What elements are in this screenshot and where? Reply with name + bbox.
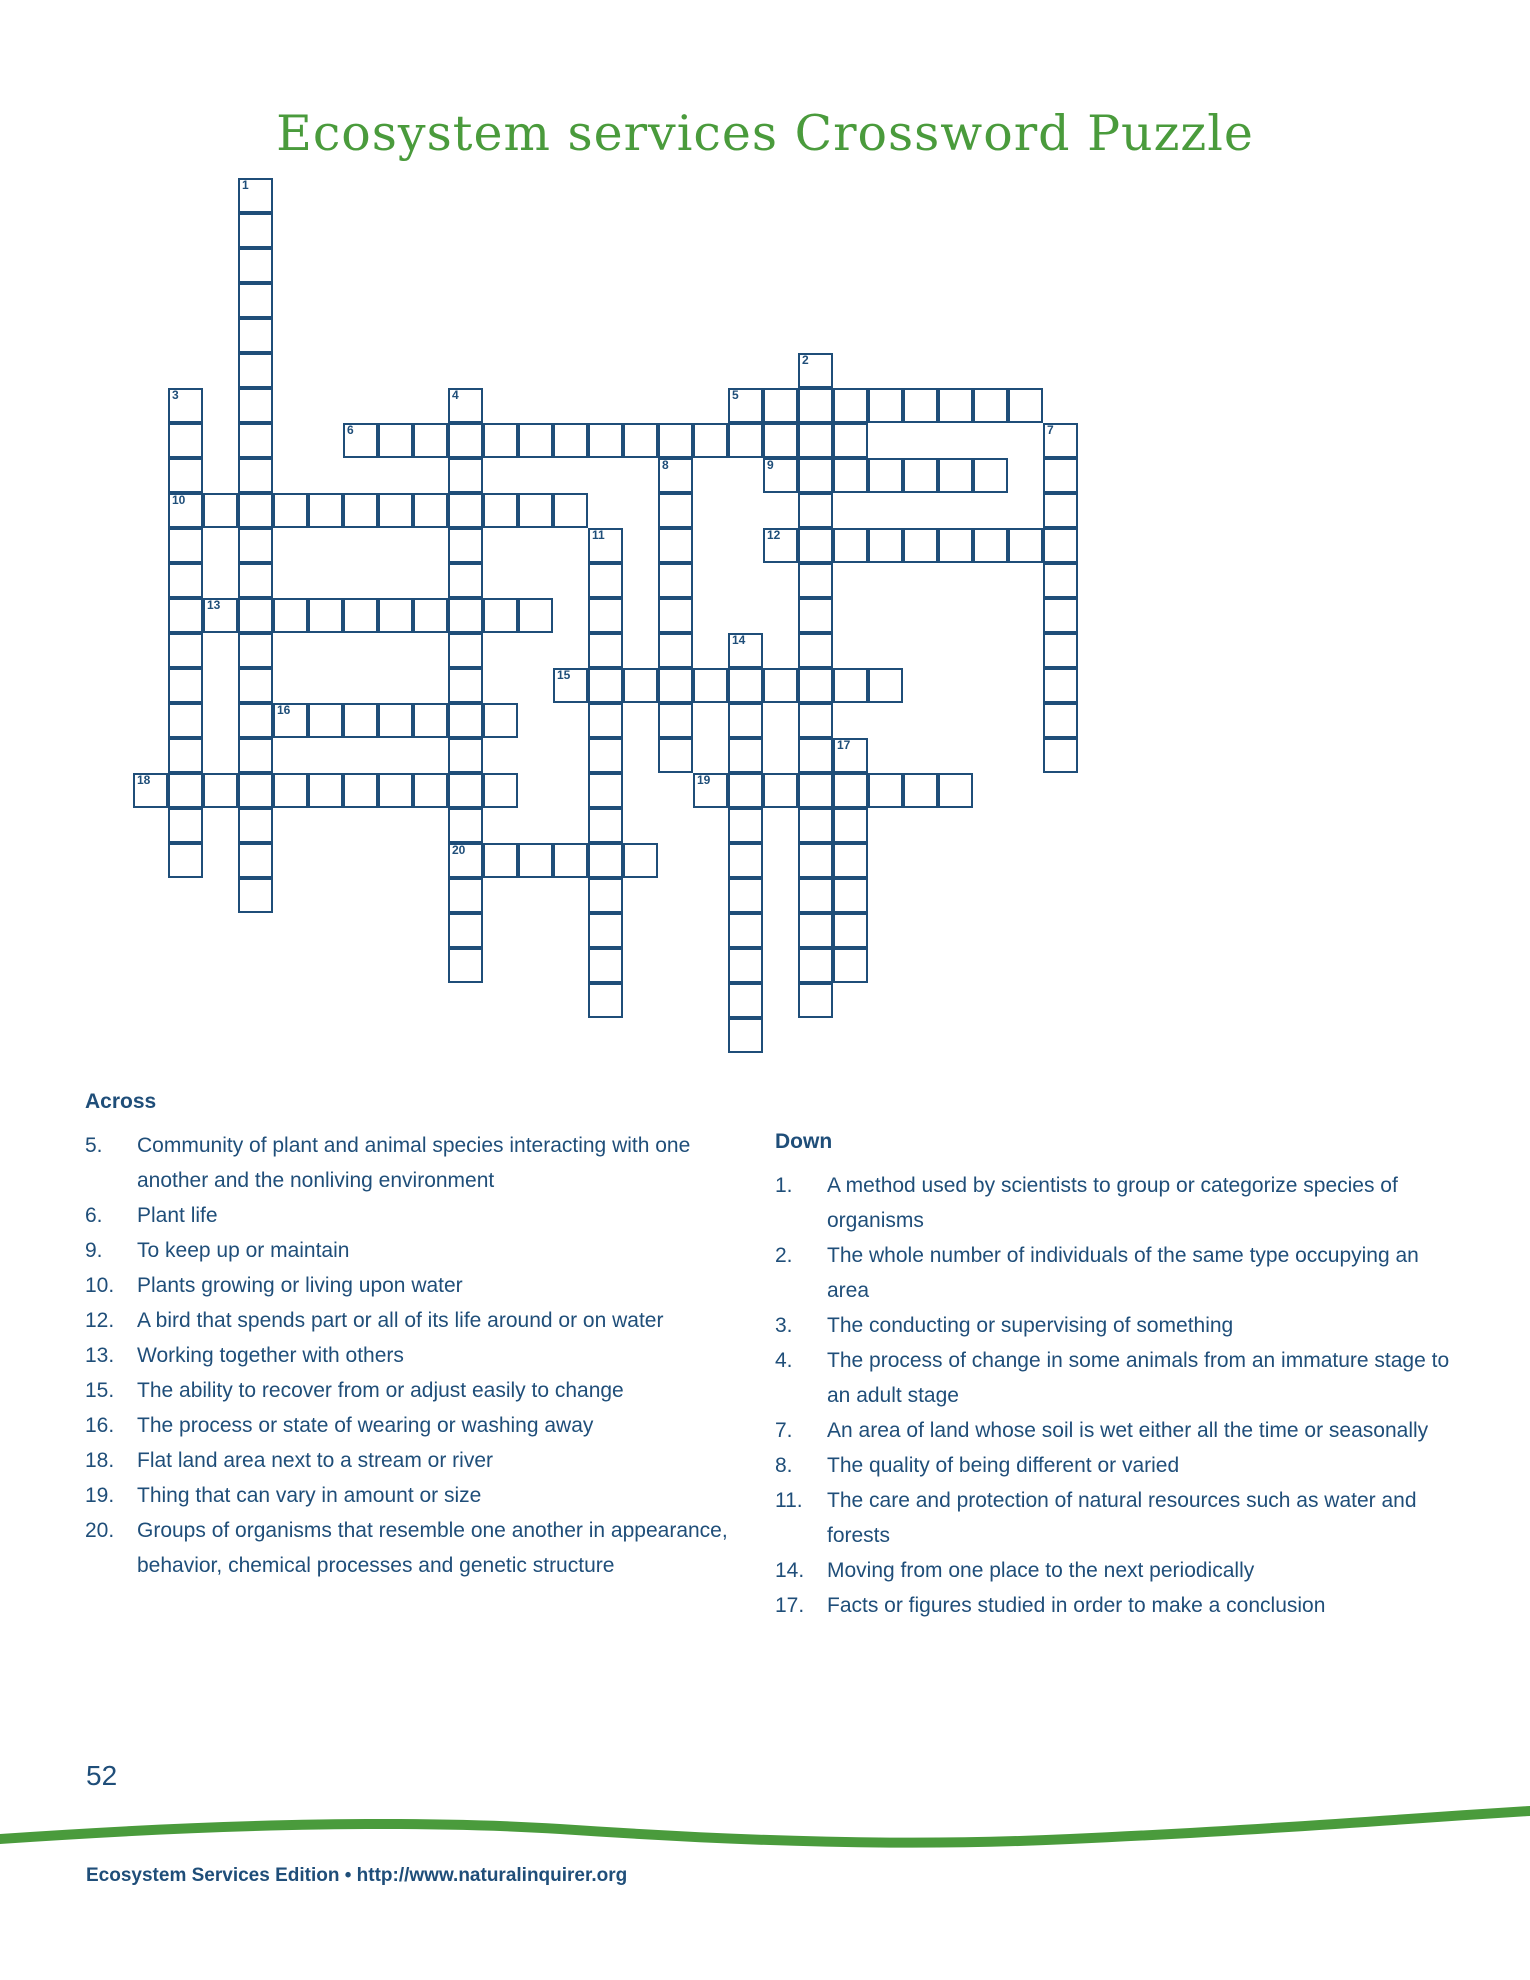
crossword-cell[interactable]	[728, 983, 763, 1018]
crossword-cell[interactable]	[588, 948, 623, 983]
clue-text: Plant life	[137, 1204, 218, 1227]
crossword-cell[interactable]	[1043, 598, 1078, 633]
crossword-cell[interactable]	[168, 528, 203, 563]
crossword-cell[interactable]	[308, 598, 343, 633]
crossword-cell[interactable]	[168, 388, 203, 423]
clue-item	[85, 1373, 765, 1408]
crossword-cell[interactable]	[798, 703, 833, 738]
crossword-cell[interactable]	[238, 178, 273, 213]
crossword-cell[interactable]	[483, 423, 518, 458]
clue-item	[775, 1588, 1465, 1623]
crossword-cell[interactable]	[728, 738, 763, 773]
crossword-cell[interactable]	[168, 738, 203, 773]
crossword-cell[interactable]	[798, 388, 833, 423]
clue-number: 10.	[85, 1274, 115, 1297]
crossword-cell[interactable]	[763, 528, 798, 563]
crossword-cell[interactable]	[238, 528, 273, 563]
crossword-cell[interactable]	[588, 563, 623, 598]
crossword-cell[interactable]	[448, 668, 483, 703]
crossword-cell[interactable]	[518, 423, 553, 458]
crossword-cell[interactable]	[483, 843, 518, 878]
crossword-cell[interactable]	[448, 388, 483, 423]
clue-text: Moving from one place to the next periodically	[827, 1559, 1255, 1582]
cell-number: 9	[767, 458, 774, 472]
crossword-cell[interactable]	[658, 563, 693, 598]
crossword-cell[interactable]	[798, 598, 833, 633]
crossword-cell[interactable]	[728, 1018, 763, 1053]
crossword-cell[interactable]	[1043, 738, 1078, 773]
crossword-cell[interactable]	[588, 983, 623, 1018]
clue-item	[85, 1513, 765, 1583]
crossword-cell[interactable]	[728, 703, 763, 738]
crossword-cell[interactable]	[973, 388, 1008, 423]
crossword-cell[interactable]	[238, 808, 273, 843]
crossword-cell[interactable]	[693, 773, 728, 808]
crossword-cell[interactable]	[798, 458, 833, 493]
crossword-cell[interactable]	[728, 843, 763, 878]
crossword-cell[interactable]	[693, 668, 728, 703]
clue-text: The quality of being different or varied	[827, 1454, 1180, 1477]
crossword-cell[interactable]	[728, 668, 763, 703]
crossword-cell[interactable]	[868, 528, 903, 563]
crossword-cell[interactable]	[798, 948, 833, 983]
crossword-cell[interactable]	[553, 843, 588, 878]
clue-text: Groups of organisms that resemble one another in appearance, behavior, chemical processes and genetic structure	[137, 1519, 728, 1577]
crossword-cell[interactable]	[483, 493, 518, 528]
crossword-cell[interactable]	[448, 773, 483, 808]
crossword-cell[interactable]	[238, 248, 273, 283]
crossword-cell[interactable]	[343, 773, 378, 808]
crossword-cell[interactable]	[168, 773, 203, 808]
clue-text: An area of land whose soil is wet either all the time or seasonally	[827, 1419, 1429, 1442]
cell-number: 12	[767, 528, 781, 542]
crossword-cell[interactable]	[483, 773, 518, 808]
crossword-cell[interactable]	[658, 493, 693, 528]
clue-text: A bird that spends part or all of its life around or on water	[137, 1309, 664, 1332]
clue-item	[85, 1303, 765, 1338]
crossword-cell[interactable]	[1043, 528, 1078, 563]
clue-text: Facts or figures studied in order to make a conclusion	[827, 1594, 1326, 1617]
crossword-cell[interactable]	[378, 423, 413, 458]
crossword-cell[interactable]	[448, 458, 483, 493]
across-clue-list	[85, 1128, 765, 1583]
clue-item	[85, 1128, 765, 1198]
clue-number: 16.	[85, 1414, 115, 1437]
crossword-cell[interactable]	[623, 668, 658, 703]
clue-number: 1.	[775, 1174, 793, 1197]
clue-text: Thing that can vary in amount or size	[137, 1484, 482, 1507]
crossword-cell[interactable]	[168, 703, 203, 738]
crossword-cell[interactable]	[378, 493, 413, 528]
crossword-cell[interactable]	[343, 598, 378, 633]
crossword-cell[interactable]	[658, 668, 693, 703]
crossword-cell[interactable]	[763, 668, 798, 703]
crossword-cell[interactable]	[378, 773, 413, 808]
crossword-cell[interactable]	[658, 703, 693, 738]
crossword-cell[interactable]	[1043, 458, 1078, 493]
crossword-cell[interactable]	[518, 493, 553, 528]
crossword-cell[interactable]	[238, 458, 273, 493]
crossword-cell[interactable]	[588, 878, 623, 913]
crossword-cell[interactable]	[308, 773, 343, 808]
crossword-cell[interactable]	[238, 598, 273, 633]
crossword-cell[interactable]	[203, 493, 238, 528]
crossword-cell[interactable]	[798, 983, 833, 1018]
crossword-cell[interactable]	[588, 668, 623, 703]
crossword-cell[interactable]	[798, 738, 833, 773]
clue-item	[775, 1413, 1465, 1448]
crossword-cell[interactable]	[728, 913, 763, 948]
clue-number: 2.	[775, 1244, 793, 1267]
clue-text: A method used by scientists to group or categorize species of organisms	[827, 1174, 1398, 1232]
cell-number: 13	[207, 598, 221, 612]
crossword-cell[interactable]	[483, 598, 518, 633]
crossword-cell[interactable]	[238, 773, 273, 808]
cell-number: 5	[732, 388, 739, 402]
crossword-cell[interactable]	[448, 948, 483, 983]
crossword-cell[interactable]	[168, 598, 203, 633]
crossword-cell[interactable]	[728, 423, 763, 458]
clue-item	[775, 1343, 1465, 1413]
crossword-cell[interactable]	[448, 808, 483, 843]
clue-number: 3.	[775, 1314, 793, 1337]
crossword-cell[interactable]	[308, 703, 343, 738]
crossword-cell[interactable]	[448, 563, 483, 598]
crossword-cell[interactable]	[658, 528, 693, 563]
crossword-cell[interactable]	[238, 633, 273, 668]
clue-text: Working together with others	[137, 1344, 404, 1367]
crossword-cell[interactable]	[903, 458, 938, 493]
clue-item	[775, 1238, 1465, 1308]
clue-text: Plants growing or living upon water	[137, 1274, 463, 1297]
clue-item	[775, 1308, 1465, 1343]
crossword-cell[interactable]	[203, 598, 238, 633]
crossword-cell[interactable]	[973, 458, 1008, 493]
crossword-cell[interactable]	[798, 913, 833, 948]
crossword-cell[interactable]	[728, 773, 763, 808]
crossword-cell[interactable]	[903, 388, 938, 423]
crossword-cell[interactable]	[1008, 388, 1043, 423]
crossword-cell[interactable]	[833, 738, 868, 773]
page-title: Ecosystem services Crossword Puzzle	[276, 104, 1254, 162]
crossword-cell[interactable]	[133, 773, 168, 808]
crossword-cell[interactable]	[938, 528, 973, 563]
clue-text: The process or state of wearing or washing away	[137, 1414, 594, 1437]
cell-number: 19	[697, 773, 711, 787]
crossword-cell[interactable]	[238, 388, 273, 423]
crossword-cell[interactable]	[168, 633, 203, 668]
crossword-cell[interactable]	[798, 808, 833, 843]
crossword-cell[interactable]	[168, 668, 203, 703]
crossword-cell[interactable]	[833, 878, 868, 913]
crossword-cell[interactable]	[903, 528, 938, 563]
cell-number: 8	[662, 458, 669, 472]
crossword-cell[interactable]	[413, 773, 448, 808]
cell-number: 11	[592, 528, 605, 542]
clue-columns	[0, 1090, 1530, 1690]
crossword-cell[interactable]	[448, 913, 483, 948]
crossword-cell[interactable]	[448, 878, 483, 913]
crossword-cell[interactable]	[238, 563, 273, 598]
crossword-cell[interactable]	[448, 843, 483, 878]
clue-number: 14.	[775, 1559, 805, 1582]
clue-text: The care and protection of natural resources such as water and forests	[827, 1489, 1417, 1547]
crossword-cell[interactable]	[343, 703, 378, 738]
crossword-cell[interactable]	[553, 493, 588, 528]
crossword-cell[interactable]	[378, 598, 413, 633]
cell-number: 20	[452, 843, 466, 857]
crossword-cell[interactable]	[728, 808, 763, 843]
clue-text: The process of change in some animals from an immature stage to an adult stage	[827, 1349, 1450, 1407]
cell-number: 4	[452, 388, 459, 402]
cell-number: 1	[242, 178, 249, 192]
clue-number: 12.	[85, 1309, 115, 1332]
crossword-cell[interactable]	[1043, 703, 1078, 738]
crossword-cell[interactable]	[588, 738, 623, 773]
crossword-cell[interactable]	[763, 773, 798, 808]
crossword-cell[interactable]	[588, 843, 623, 878]
clue-text: Community of plant and animal species interacting with one another and the nonliving environment	[137, 1134, 691, 1192]
across-heading: Across	[85, 1090, 157, 1113]
crossword-cell[interactable]	[168, 563, 203, 598]
crossword-cell[interactable]	[553, 668, 588, 703]
crossword-cell[interactable]	[623, 423, 658, 458]
crossword-cell[interactable]	[588, 598, 623, 633]
crossword-cell[interactable]	[868, 388, 903, 423]
page-number: 52	[86, 1760, 118, 1791]
crossword-cell[interactable]	[938, 458, 973, 493]
crossword-cell[interactable]	[833, 388, 868, 423]
crossword-cell[interactable]	[238, 738, 273, 773]
clue-item	[85, 1268, 765, 1303]
clue-item	[85, 1443, 765, 1478]
clue-number: 6.	[85, 1204, 103, 1227]
clue-item	[775, 1553, 1465, 1588]
crossword-cell[interactable]	[378, 703, 413, 738]
clue-number: 4.	[775, 1349, 793, 1372]
crossword-cell[interactable]	[658, 423, 693, 458]
crossword-cell[interactable]	[1043, 633, 1078, 668]
clue-item	[85, 1198, 765, 1233]
crossword-cell[interactable]	[728, 388, 763, 423]
cell-number: 6	[347, 423, 354, 437]
crossword-cell[interactable]	[798, 843, 833, 878]
crossword-cell[interactable]	[833, 668, 868, 703]
crossword-cell[interactable]	[833, 773, 868, 808]
crossword-cell[interactable]	[273, 598, 308, 633]
crossword-cell[interactable]	[728, 633, 763, 668]
clue-number: 20.	[85, 1519, 115, 1542]
decorative-swoosh	[0, 1790, 1530, 1860]
crossword-cell[interactable]	[588, 703, 623, 738]
cell-number: 18	[137, 773, 151, 787]
clue-item	[85, 1338, 765, 1373]
crossword-cell[interactable]	[658, 598, 693, 633]
clue-text: The ability to recover from or adjust easily to change	[137, 1379, 624, 1402]
cell-number: 10	[172, 493, 186, 507]
clue-number: 7.	[775, 1419, 793, 1442]
crossword-cell[interactable]	[413, 493, 448, 528]
crossword-cell[interactable]	[168, 493, 203, 528]
crossword-cell[interactable]	[588, 633, 623, 668]
across-clues	[85, 1090, 765, 1583]
crossword-cell[interactable]	[763, 458, 798, 493]
crossword-cell[interactable]	[273, 773, 308, 808]
crossword-cell[interactable]	[833, 808, 868, 843]
clue-item	[775, 1448, 1465, 1483]
crossword-cell[interactable]	[833, 843, 868, 878]
crossword-cell[interactable]	[413, 423, 448, 458]
crossword-cell[interactable]	[588, 773, 623, 808]
crossword-cell[interactable]	[448, 598, 483, 633]
crossword-cell[interactable]	[588, 528, 623, 563]
crossword-cell[interactable]	[868, 773, 903, 808]
crossword-cell[interactable]	[938, 388, 973, 423]
crossword-cell[interactable]	[588, 423, 623, 458]
crossword-cell[interactable]	[728, 948, 763, 983]
crossword-cell[interactable]	[903, 773, 938, 808]
clue-text: To keep up or maintain	[137, 1239, 350, 1262]
crossword-cell[interactable]	[693, 423, 728, 458]
crossword-cell[interactable]	[448, 738, 483, 773]
crossword-cell[interactable]	[763, 423, 798, 458]
crossword-cell[interactable]	[798, 668, 833, 703]
crossword-cell[interactable]	[483, 703, 518, 738]
crossword-cell[interactable]	[833, 948, 868, 983]
crossword-cell[interactable]	[343, 493, 378, 528]
clue-number: 8.	[775, 1454, 793, 1477]
crossword-cell[interactable]	[238, 493, 273, 528]
crossword-cell[interactable]	[238, 878, 273, 913]
crossword-cell[interactable]	[798, 773, 833, 808]
crossword-cell[interactable]	[518, 843, 553, 878]
crossword-cell[interactable]	[588, 913, 623, 948]
clue-number: 17.	[775, 1594, 805, 1617]
clue-number: 15.	[85, 1379, 115, 1402]
crossword-cell[interactable]	[798, 528, 833, 563]
crossword-cell[interactable]	[798, 563, 833, 598]
crossword-cell[interactable]	[168, 843, 203, 878]
crossword-cell[interactable]	[868, 458, 903, 493]
crossword-cell[interactable]	[728, 878, 763, 913]
clue-text: The conducting or supervising of something	[827, 1314, 1234, 1337]
cell-number: 3	[172, 388, 179, 402]
clue-number: 9.	[85, 1239, 103, 1262]
down-heading: Down	[775, 1130, 833, 1153]
crossword-cell[interactable]	[763, 388, 798, 423]
crossword-cell[interactable]	[623, 843, 658, 878]
crossword-cell[interactable]	[168, 458, 203, 493]
crossword-cell[interactable]	[448, 703, 483, 738]
cell-number: 7	[1047, 423, 1054, 437]
crossword-cell[interactable]	[798, 353, 833, 388]
crossword-cell[interactable]	[413, 703, 448, 738]
clue-number: 18.	[85, 1449, 115, 1472]
clue-item	[85, 1478, 765, 1513]
crossword-cell[interactable]	[343, 423, 378, 458]
crossword-cell[interactable]	[448, 493, 483, 528]
crossword-cell[interactable]	[273, 703, 308, 738]
crossword-cell[interactable]	[238, 423, 273, 458]
crossword-cell[interactable]	[448, 633, 483, 668]
clue-number: 13.	[85, 1344, 115, 1367]
crossword-cell[interactable]	[1043, 423, 1078, 458]
crossword-cell[interactable]	[868, 668, 903, 703]
crossword-cell[interactable]	[798, 423, 833, 458]
crossword-cell[interactable]	[553, 423, 588, 458]
crossword-cell[interactable]	[798, 633, 833, 668]
cell-number: 15	[557, 668, 571, 682]
clue-text: Flat land area next to a stream or river	[137, 1449, 493, 1472]
footer-citation: Ecosystem Services Edition • http://www.naturalinquirer.org	[86, 1865, 628, 1886]
crossword-cell[interactable]	[798, 493, 833, 528]
crossword-cell[interactable]	[833, 528, 868, 563]
crossword-cell[interactable]	[238, 353, 273, 388]
clue-number: 11.	[775, 1489, 803, 1512]
crossword-cell[interactable]	[1043, 668, 1078, 703]
crossword-cell[interactable]	[413, 598, 448, 633]
crossword-cell[interactable]	[168, 423, 203, 458]
down-clue-list	[775, 1168, 1465, 1623]
crossword-cell[interactable]	[588, 808, 623, 843]
crossword-cell[interactable]	[518, 598, 553, 633]
crossword-cell[interactable]	[238, 213, 273, 248]
crossword-cell[interactable]	[938, 773, 973, 808]
cell-number: 14	[732, 633, 746, 647]
cell-number: 16	[277, 703, 291, 717]
clue-text: The whole number of individuals of the same type occupying an area	[827, 1244, 1419, 1302]
clue-item	[85, 1408, 765, 1443]
crossword-cell[interactable]	[1043, 493, 1078, 528]
clue-item	[775, 1483, 1465, 1553]
down-clues	[775, 1130, 1465, 1623]
crossword-cell[interactable]	[238, 668, 273, 703]
crossword-cell[interactable]	[203, 773, 238, 808]
crossword-cell[interactable]	[833, 458, 868, 493]
crossword-cell[interactable]	[658, 458, 693, 493]
crossword-cell[interactable]	[168, 808, 203, 843]
crossword-cell[interactable]	[238, 318, 273, 353]
crossword-cell[interactable]	[1043, 563, 1078, 598]
crossword-cell[interactable]	[1008, 528, 1043, 563]
crossword-cell[interactable]	[833, 913, 868, 948]
crossword-cell[interactable]	[973, 528, 1008, 563]
crossword-cell[interactable]	[308, 493, 343, 528]
crossword-cell[interactable]	[658, 738, 693, 773]
clue-number: 19.	[85, 1484, 115, 1507]
crossword-cell[interactable]	[238, 283, 273, 318]
crossword-cell[interactable]	[833, 423, 868, 458]
crossword-cell[interactable]	[448, 528, 483, 563]
crossword-cell[interactable]	[448, 423, 483, 458]
cell-number: 2	[802, 353, 809, 367]
crossword-cell[interactable]	[238, 843, 273, 878]
crossword-cell[interactable]	[273, 493, 308, 528]
clue-item	[775, 1168, 1465, 1238]
crossword-cell[interactable]	[798, 878, 833, 913]
clue-item	[85, 1233, 765, 1268]
crossword-cell[interactable]	[658, 633, 693, 668]
cell-number: 17	[837, 738, 851, 752]
clue-number: 5.	[85, 1134, 103, 1157]
crossword-cell[interactable]	[238, 703, 273, 738]
